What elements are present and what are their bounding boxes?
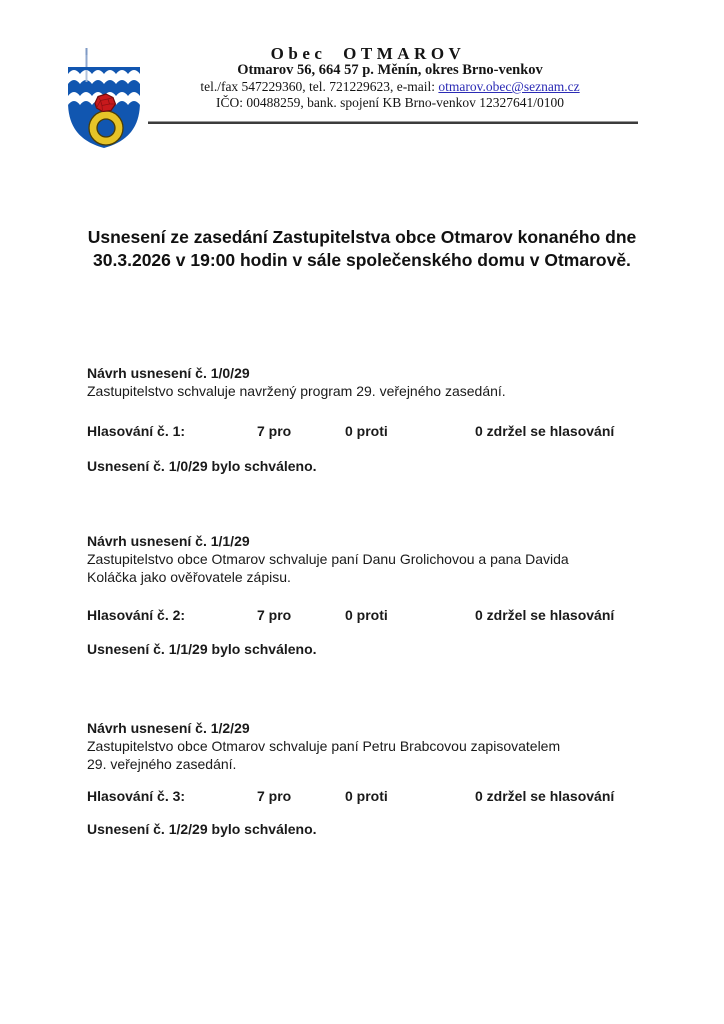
resolution-body-line: Koláčka jako ověřovatele zápisu. — [87, 569, 291, 585]
resolution-body-line: Zastupitelstvo obce Otmarov schvaluje paní Danu Grolichovou a pana Davida — [87, 551, 569, 567]
vote-for: 7 pro — [257, 607, 292, 623]
contact-prefix: tel./fax 547229360, tel. 721229623, e-mail: — [200, 79, 439, 94]
resolution-section-3 — [87, 719, 632, 838]
vote-against: 0 proti — [345, 788, 388, 804]
vote-row — [87, 422, 632, 440]
email-link[interactable]: otmarov.obec@seznam.cz — [438, 79, 580, 94]
otmarov-coat-of-arms-icon — [62, 44, 146, 154]
resolution-body-line: 29. veřejného zasedání. — [87, 756, 237, 772]
vote-label: Hlasování č. 2: — [87, 607, 186, 623]
vote-abstain: 0 zdržel se hlasování — [475, 788, 615, 804]
org-registration: IČO: 00488259, bank. spojení KB Brno-venkov 12327641/0100 — [216, 95, 564, 110]
resolution-result: Usnesení č. 1/1/29 bylo schváleno. — [87, 641, 317, 657]
document-title — [0, 226, 724, 272]
vote-row — [87, 787, 632, 805]
gem-icon — [95, 94, 116, 112]
vote-against: 0 proti — [345, 423, 388, 439]
vote-abstain: 0 zdržel se hlasování — [475, 423, 615, 439]
resolution-body-line: Zastupitelstvo schvaluje navržený program 29. veřejného zasedání. — [87, 383, 506, 399]
header-rule — [148, 121, 638, 124]
resolution-body-line: Zastupitelstvo obce Otmarov schvaluje paní Petru Brabcovou zapisovatelem — [87, 738, 561, 754]
vote-abstain: 0 zdržel se hlasování — [475, 607, 615, 623]
org-address: Otmarov 56, 664 57 p. Měnín, okres Brno-venkov — [237, 62, 543, 78]
vote-for: 7 pro — [257, 423, 292, 439]
resolution-heading: Návrh usnesení č. 1/1/29 — [87, 533, 250, 549]
vote-for: 7 pro — [257, 788, 292, 804]
vote-row — [87, 606, 632, 624]
resolution-section-1 — [87, 364, 632, 475]
resolution-heading: Návrh usnesení č. 1/0/29 — [87, 365, 250, 381]
title-line: 30.3.2026 v 19:00 hodin v sále společenského domu v Otmarově. — [93, 250, 631, 270]
ring-icon — [89, 111, 123, 145]
vote-against: 0 proti — [345, 607, 388, 623]
org-name: Obec OTMAROV — [270, 44, 466, 63]
title-line: Usnesení ze zasedání Zastupitelstva obce Otmarov konaného dne — [87, 227, 637, 247]
vote-label: Hlasování č. 3: — [87, 788, 186, 804]
org-contact-line — [150, 79, 630, 95]
resolution-result: Usnesení č. 1/2/29 bylo schváleno. — [87, 821, 317, 837]
vote-label: Hlasování č. 1: — [87, 423, 186, 439]
resolution-section-2 — [87, 532, 632, 658]
resolution-result: Usnesení č. 1/0/29 bylo schváleno. — [87, 458, 317, 474]
resolution-heading: Návrh usnesení č. 1/2/29 — [87, 720, 250, 736]
